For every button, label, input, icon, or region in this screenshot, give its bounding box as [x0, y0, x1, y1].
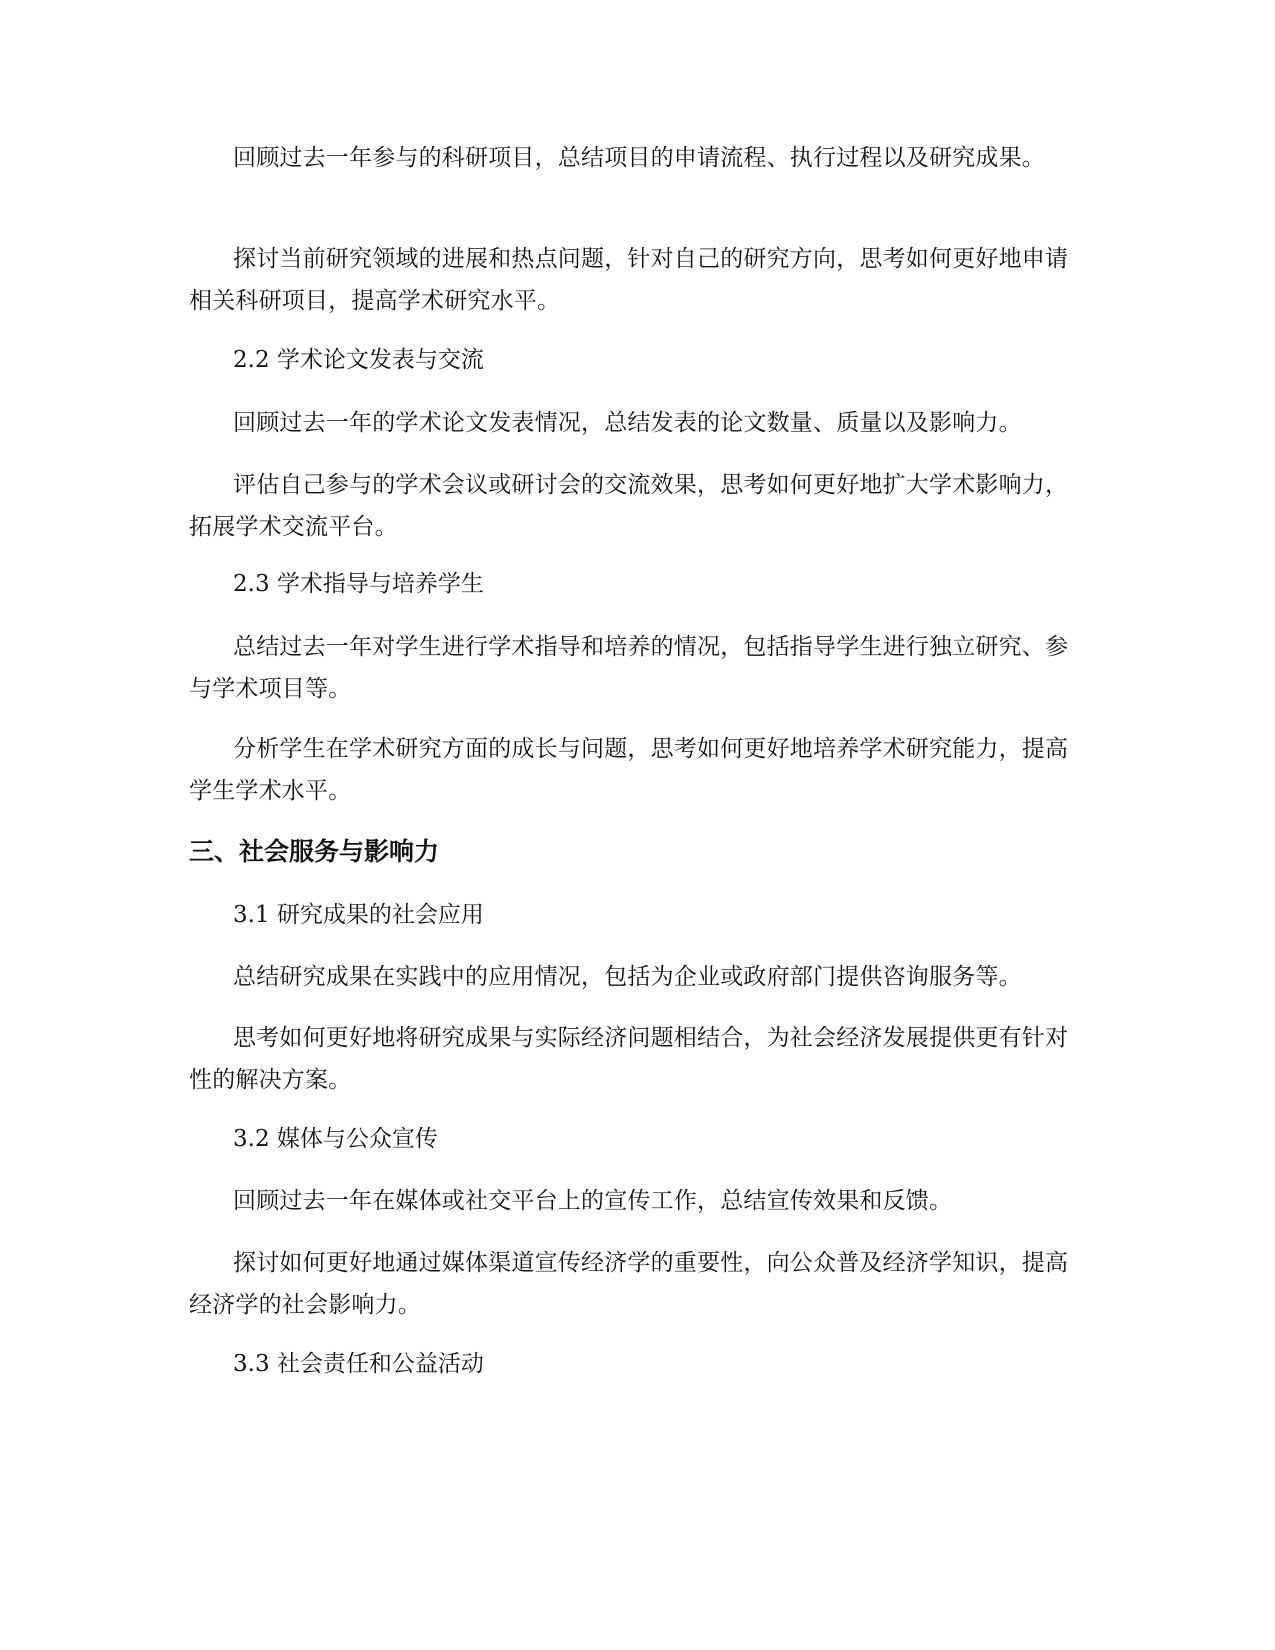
paragraph-research-hotspots: 探讨当前研究领域的进展和热点问题，针对自己的研究方向，思考如何更好地申请相关科研项目，提高学术研究水平。 [189, 246, 1069, 314]
paragraph-student-guidance: 总结过去一年对学生进行学术指导和培养的情况，包括指导学生进行独立研究、参与学术项目等。 [189, 634, 1069, 702]
subheading-3-2: 3.2 媒体与公众宣传 [233, 1126, 438, 1152]
paragraph-research-projects-review: 回顾过去一年参与的科研项目，总结项目的申请流程、执行过程以及研究成果。 [233, 145, 1045, 171]
subheading-2-3: 2.3 学术指导与培养学生 [233, 571, 484, 597]
paragraph-student-growth: 分析学生在学术研究方面的成长与问题，思考如何更好地培养学术研究能力，提高学生学术水平。 [189, 736, 1069, 804]
section-heading-3: 三、社会服务与影响力 [189, 837, 440, 866]
paragraph-conference-evaluation: 评估自己参与的学术会议或研讨会的交流效果，思考如何更好地扩大学术影响力，拓展学术交流平台。 [189, 472, 1069, 540]
subheading-3-3: 3.3 社会责任和公益活动 [233, 1351, 484, 1377]
paragraph-economic-problems: 思考如何更好地将研究成果与实际经济问题相结合，为社会经济发展提供更有针对性的解决方案。 [189, 1025, 1069, 1093]
subheading-2-2: 2.2 学术论文发表与交流 [233, 347, 484, 373]
subheading-3-1: 3.1 研究成果的社会应用 [233, 902, 484, 928]
paragraph-media-promotion: 探讨如何更好地通过媒体渠道宣传经济学的重要性，向公众普及经济学知识，提高经济学的社会影响力。 [189, 1250, 1069, 1318]
paragraph-papers-review: 回顾过去一年的学术论文发表情况，总结发表的论文数量、质量以及影响力。 [233, 410, 1022, 436]
paragraph-research-application: 总结研究成果在实践中的应用情况，包括为企业或政府部门提供咨询服务等。 [233, 964, 1022, 990]
paragraph-media-review: 回顾过去一年在媒体或社交平台上的宣传工作，总结宣传效果和反馈。 [233, 1188, 953, 1214]
